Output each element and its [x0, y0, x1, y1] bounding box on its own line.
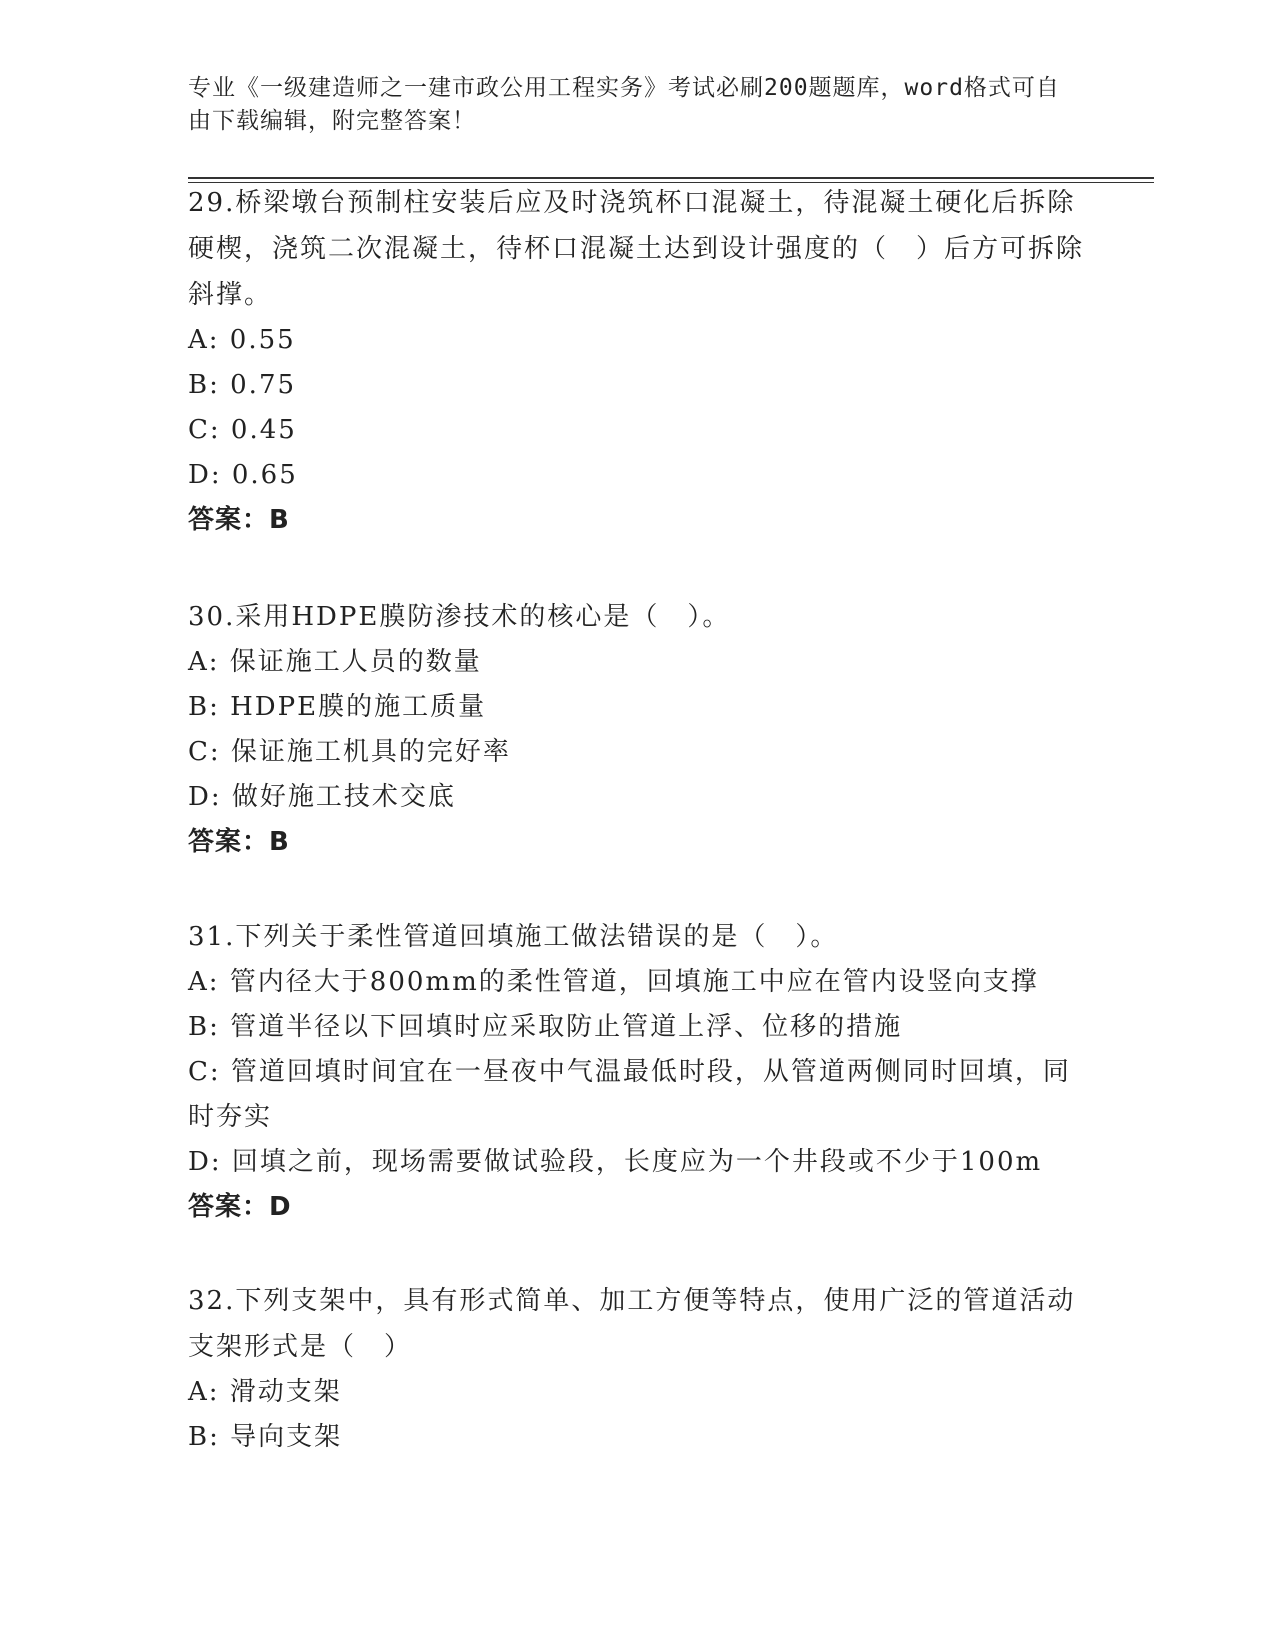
question-29: [188, 180, 1088, 543]
question-30: [188, 594, 1088, 865]
option-a: A: 保证施工人员的数量: [188, 647, 482, 677]
option-a: A: 管内径大于800mm的柔性管道，回填施工中应在管内设竖向支撑: [188, 967, 1039, 997]
option-c: C: 保证施工机具的完好率: [188, 737, 511, 767]
option-d: D: 0.65: [188, 460, 298, 490]
question-stem: 29.桥梁墩台预制柱安装后应及时浇筑杯口混凝土，待混凝土硬化后拆除硬楔，浇筑二次混凝土，待杯口混凝土达到设计强度的（ ）后方可拆除斜撑。: [188, 188, 1085, 310]
question-31: [188, 914, 1088, 1230]
option-c: C: 0.45: [188, 415, 297, 445]
answer-label: 答案：B: [188, 827, 290, 857]
header-divider: [188, 177, 1154, 179]
option-c: C: 管道回填时间宜在一昼夜中气温最低时段，从管道两侧同时回填，同时夯实: [188, 1057, 1071, 1132]
question-32: [188, 1278, 1088, 1460]
document-header: 专业《一级建造师之一建市政公用工程实务》考试必刷200题题库，word格式可自由下载编辑，附完整答案！: [188, 75, 1060, 134]
option-b: B: 0.75: [188, 370, 297, 400]
answer-label: 答案：D: [188, 1192, 292, 1222]
option-d: D: 回填之前，现场需要做试验段，长度应为一个井段或不少于100m: [188, 1147, 1043, 1177]
question-stem: 31.下列关于柔性管道回填施工做法错误的是（ ）。: [188, 922, 839, 952]
option-d: D: 做好施工技术交底: [188, 782, 456, 812]
option-b: B: HDPE膜的施工质量: [188, 692, 487, 722]
question-stem: 32.下列支架中，具有形式简单、加工方便等特点，使用广泛的管道活动支架形式是（ ）: [188, 1286, 1076, 1362]
question-stem: 30.采用HDPE膜防渗技术的核心是（ ）。: [188, 602, 731, 632]
option-b: B: 管道半径以下回填时应采取防止管道上浮、位移的措施: [188, 1012, 903, 1042]
option-a: A: 0.55: [188, 325, 296, 355]
option-b: B: 导向支架: [188, 1422, 343, 1452]
option-a: A: 滑动支架: [188, 1377, 342, 1407]
answer-label: 答案：B: [188, 505, 290, 535]
